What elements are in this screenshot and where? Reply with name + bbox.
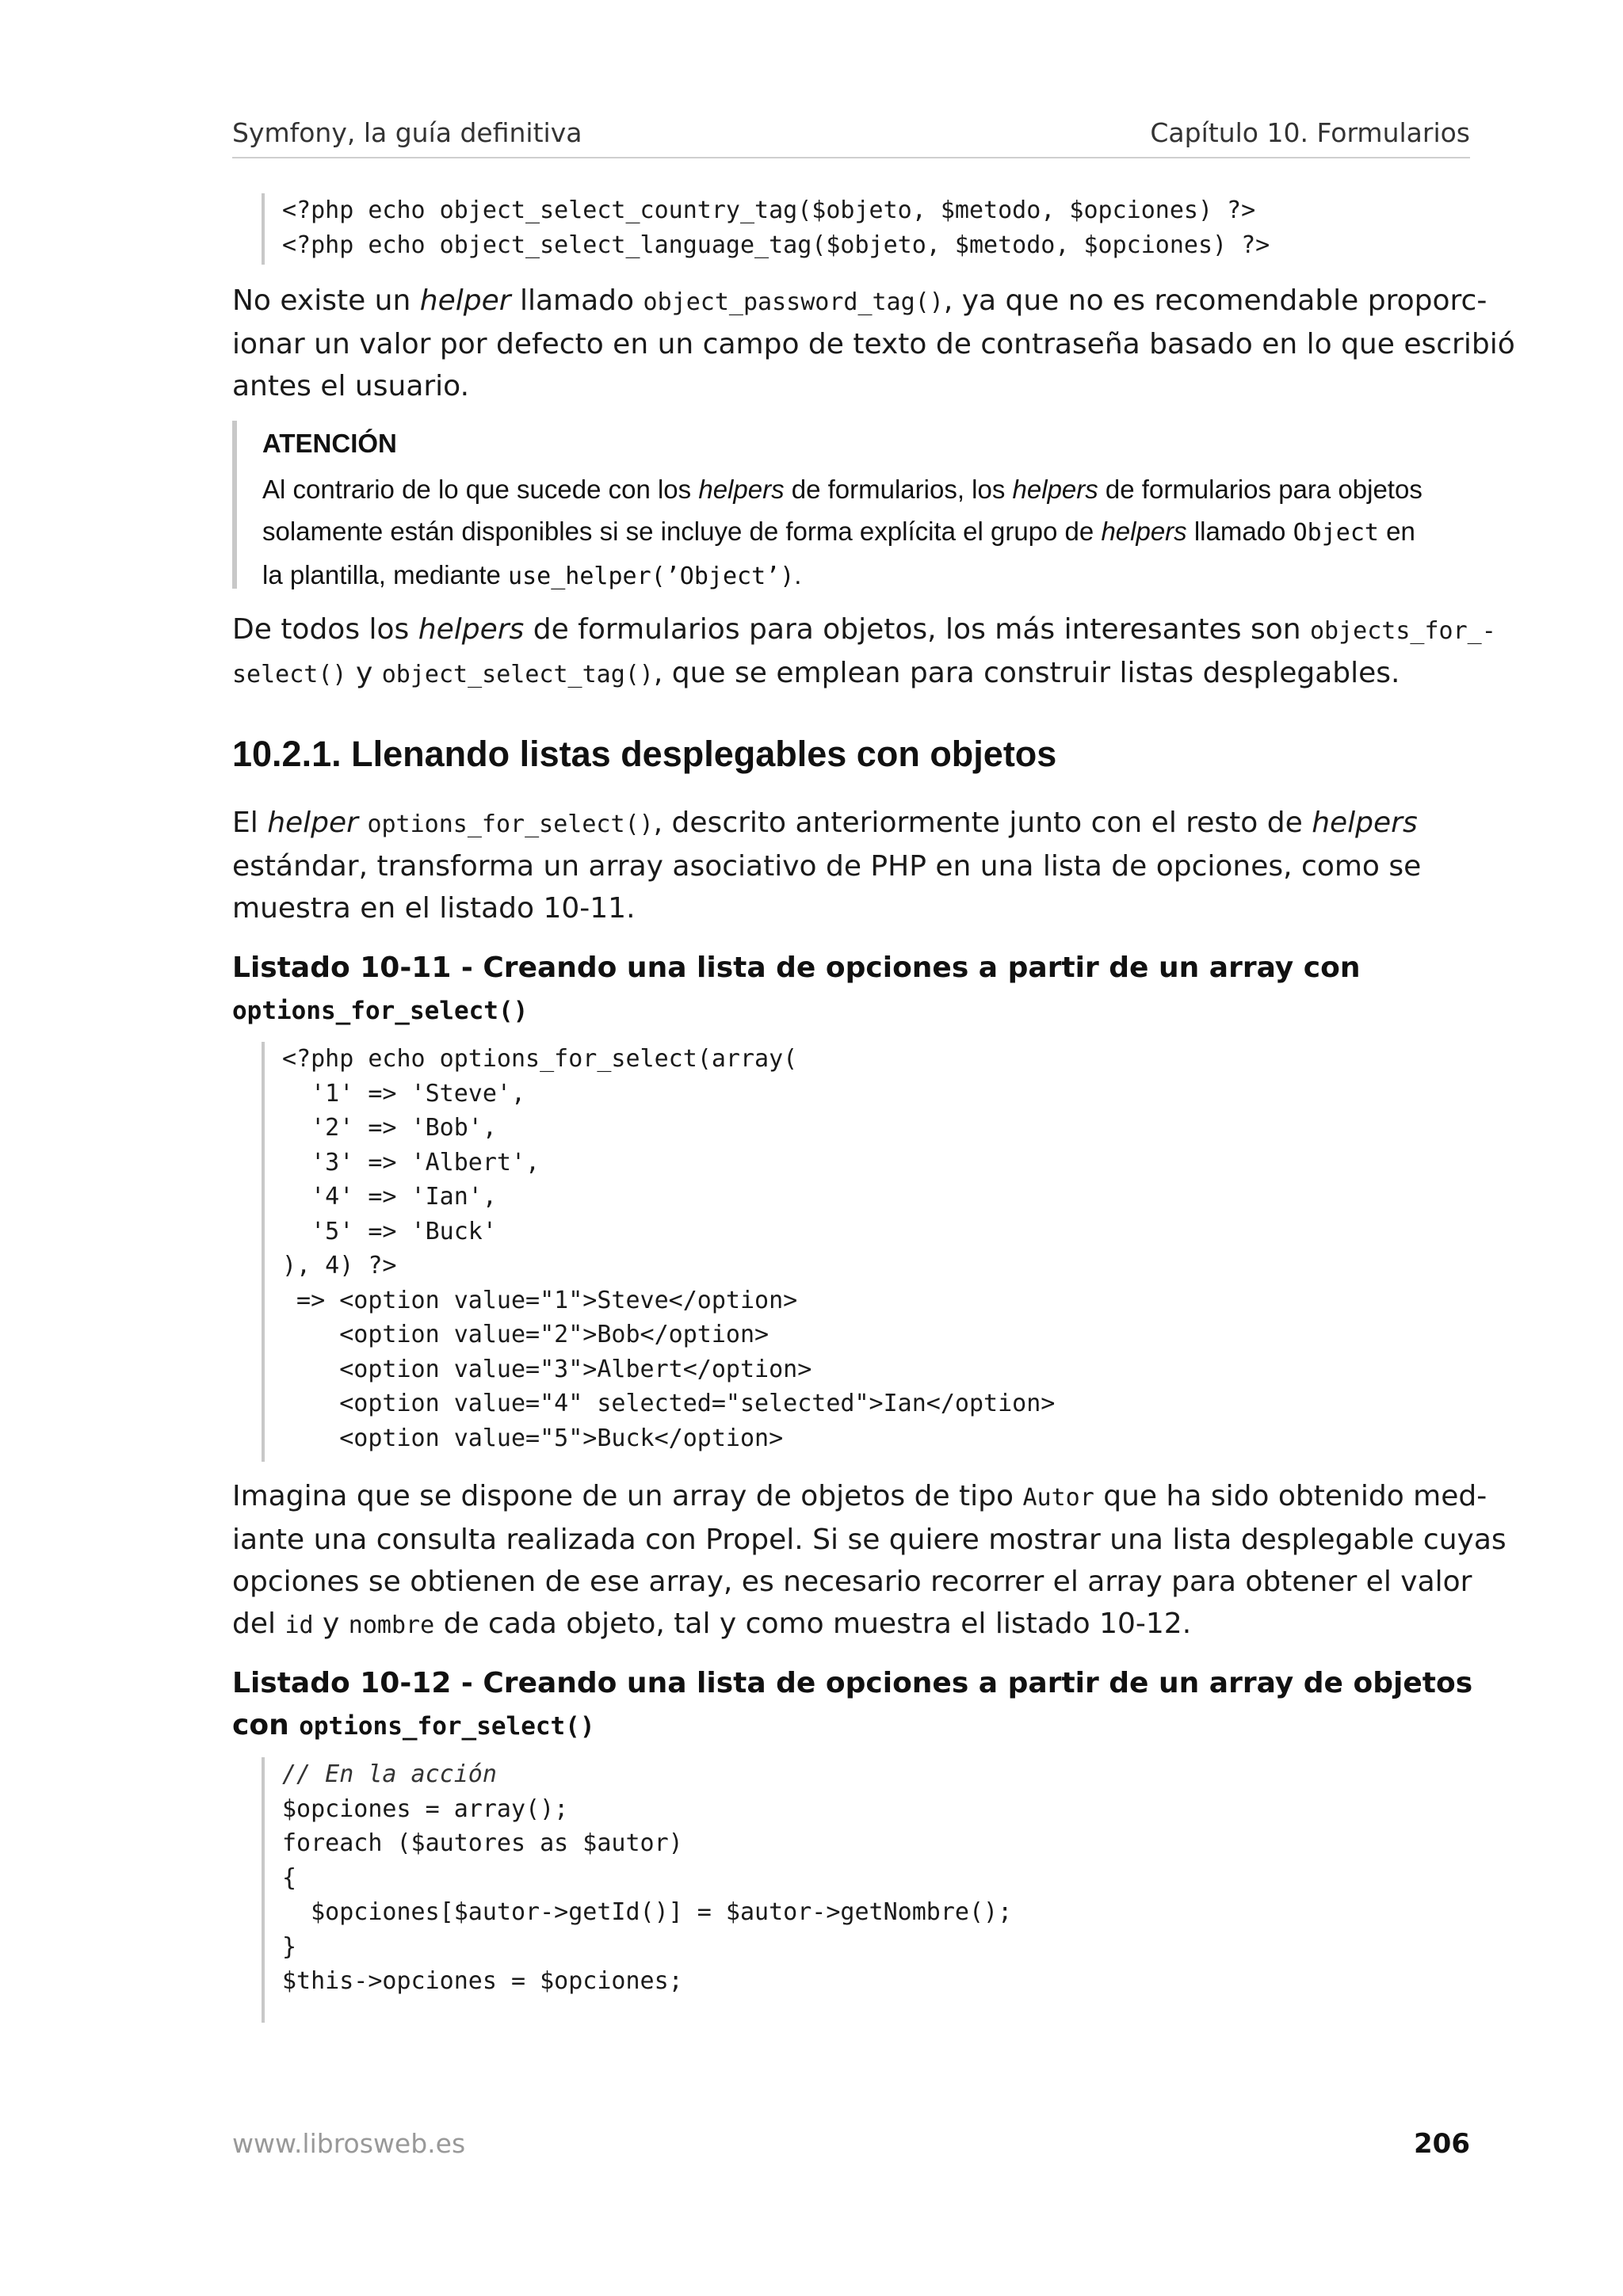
text-run: El <box>232 807 268 839</box>
text-line: iante una consulta realizada con Propel. Si se quiere mostrar una lista desplegable cuyas <box>232 1524 1507 1556</box>
text-run: llamado <box>1186 517 1293 546</box>
inline-code: object_password_tag() <box>643 288 944 316</box>
listing-10-12-title <box>232 1662 1473 1748</box>
code-line: '4' => 'Ian', <box>282 1183 497 1211</box>
text-line: Listado 10-12 - Creando una lista de opciones a partir de un array de objetos <box>232 1667 1473 1699</box>
code-line: <?php echo object_select_country_tag($objeto, $metodo, $opciones) ?> <box>282 196 1256 224</box>
text-run: helper <box>267 807 358 839</box>
code-comment: // En la acción <box>282 1760 497 1788</box>
inline-code: id <box>285 1611 314 1639</box>
chapter-title: Capítulo 10. Formularios <box>1150 117 1470 148</box>
text-line: ionar un valor por defecto en un campo de texto de contraseña basado en lo que escribió <box>232 328 1515 360</box>
code-line: => <option value="1">Steve</option> <box>282 1286 798 1314</box>
code-line: '3' => 'Albert', <box>282 1148 540 1177</box>
note-title: ATENCIÓN <box>262 429 397 458</box>
text-line: muestra en el listado 10-11. <box>232 892 636 925</box>
code-line: foreach ($autores as $autor) <box>282 1829 683 1857</box>
text-run: de formularios para objetos <box>1098 475 1423 504</box>
inline-code: select() <box>232 661 347 688</box>
text-line: antes el usuario. <box>232 370 470 402</box>
inline-code: options_for_select() <box>232 997 529 1025</box>
section-heading: 10.2.1. Llenando listas desplegables con objetos <box>232 734 1057 774</box>
text-run: , que se emplean para construir listas desplegables. <box>653 657 1400 689</box>
book-title: Symfony, la guía definitiva <box>232 117 582 148</box>
code-line: '1' => 'Steve', <box>282 1079 526 1108</box>
text-run: helper <box>419 284 511 317</box>
footer-site: www.librosweb.es <box>232 2128 466 2159</box>
inline-code: use_helper(’Object’) <box>508 563 795 590</box>
inline-code: options_for_select() <box>367 810 654 838</box>
inline-code: options_for_select() <box>299 1712 595 1741</box>
text-run: de formularios, los <box>784 475 1013 504</box>
text-run: helpers <box>418 613 525 646</box>
code-line: <?php echo object_select_language_tag($objeto, $metodo, $opciones) ?> <box>282 231 1270 259</box>
paragraph-1 <box>232 280 1515 407</box>
code-block-3 <box>262 1757 1012 2023</box>
page-number: 206 <box>1414 2128 1470 2160</box>
code-line: ), 4) ?> <box>282 1252 397 1280</box>
text-run <box>358 807 367 839</box>
text-run: De todos los <box>232 613 418 646</box>
text-run: helpers <box>1101 517 1187 546</box>
code-block-2 <box>262 1042 1055 1462</box>
text-run: solamente están disponibles si se incluye de forma explícita el grupo de <box>262 517 1102 546</box>
inline-code: Autor <box>1022 1484 1094 1512</box>
paragraph-3 <box>232 802 1470 929</box>
text-run: de cada objeto, tal y como muestra el listado 10-12. <box>434 1608 1192 1640</box>
text-run: y <box>346 657 382 689</box>
inline-code: objects_for_- <box>1309 617 1496 645</box>
code-line: '5' => 'Buck' <box>282 1217 497 1245</box>
page-header <box>232 117 1470 158</box>
text-run: helpers <box>698 475 785 504</box>
code-line: $this->opciones = $opciones; <box>282 1967 683 1995</box>
code-line: <?php echo options_for_select(array( <box>282 1045 798 1073</box>
inline-code: Object <box>1293 519 1379 547</box>
text-run: del <box>232 1608 285 1640</box>
text-run: . <box>794 560 802 589</box>
listing-10-11-title <box>232 947 1470 1032</box>
code-line: <option value="5">Buck</option> <box>282 1424 784 1452</box>
text-run: helpers <box>1312 807 1418 839</box>
code-block-1 <box>262 193 1270 265</box>
text-run: de formularios para objetos, los más interesantes son <box>524 613 1310 646</box>
text-line: estándar, transforma un array asociativo de PHP en una lista de opciones, como se <box>232 850 1422 883</box>
code-line: $opciones[$autor->getId()] = $autor->getNombre(); <box>282 1898 1013 1926</box>
code-line: <option value="3">Albert</option> <box>282 1355 812 1383</box>
code-line: $opciones = array(); <box>282 1794 569 1823</box>
text-run: en <box>1378 517 1415 546</box>
text-run: Imagina que se dispone de un array de objetos de tipo <box>232 1480 1023 1512</box>
text-run: con <box>232 1709 300 1741</box>
inline-code: object_select_tag() <box>381 661 654 688</box>
text-line: Listado 10-11 - Creando una lista de opciones a partir de un array con <box>232 952 1361 984</box>
paragraph-2 <box>232 608 1496 696</box>
text-run: la plantilla, mediante <box>262 560 509 589</box>
inline-code: nombre <box>348 1611 435 1639</box>
text-line: opciones se obtienen de ese array, es necesario recorrer el array para obtener el valor <box>232 1566 1472 1598</box>
text-run: llamado <box>510 284 643 317</box>
text-run: , descrito anteriormente junto con el resto de <box>653 807 1312 839</box>
code-line: <option value="4" selected="selected">Ian</option> <box>282 1390 1056 1417</box>
text-run: que ha sido obtenido med- <box>1094 1480 1487 1512</box>
code-line: <option value="2">Bob</option> <box>282 1321 769 1348</box>
text-run: y <box>313 1608 349 1640</box>
text-run: helpers <box>1012 475 1098 504</box>
warning-note <box>232 421 1475 589</box>
text-run: No existe un <box>232 284 420 317</box>
text-run: Al contrario de lo que sucede con los <box>262 475 699 504</box>
note-body <box>262 468 1475 597</box>
paragraph-4 <box>232 1475 1507 1646</box>
text-run: , ya que no es recomendable proporc- <box>943 284 1487 317</box>
code-line: } <box>282 1932 297 1961</box>
code-line: { <box>282 1863 297 1892</box>
code-line: '2' => 'Bob', <box>282 1114 497 1142</box>
